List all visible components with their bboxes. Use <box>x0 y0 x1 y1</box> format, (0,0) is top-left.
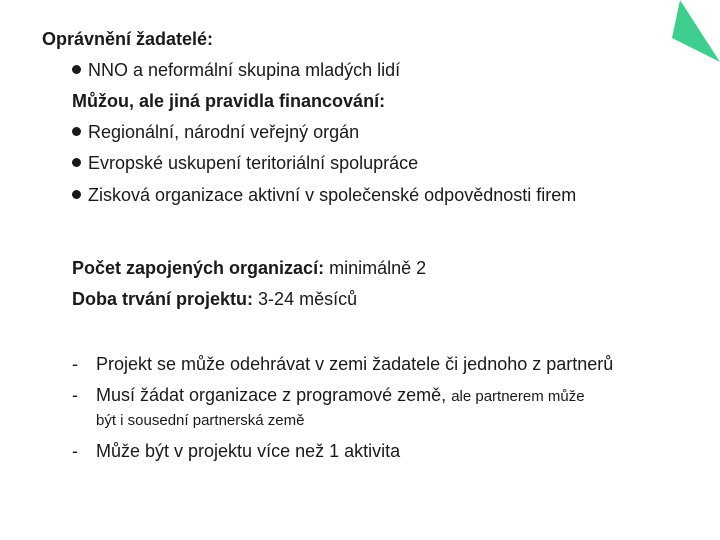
organizations-count-label: Počet zapojených organizací: <box>72 258 325 278</box>
project-duration-label: Doba trvání projektu: <box>72 289 254 309</box>
organizations-count <box>72 257 426 279</box>
note-item: - Může být v projektu více než 1 aktivita <box>72 441 401 461</box>
project-duration-value: 3-24 měsíců <box>258 289 358 309</box>
bullet-icon <box>72 158 81 167</box>
project-duration <box>72 288 357 310</box>
bullet-icon <box>72 65 81 74</box>
list-item: Zisková organizace aktivní v společenské odpovědnosti firem <box>72 184 576 206</box>
bullet-icon <box>72 127 81 136</box>
other-applicants-label: Můžou, ale jiná pravidla financování: <box>72 91 386 111</box>
list-item: NNO a neformální skupina mladých lidí <box>72 59 400 81</box>
list-item: Evropské uskupení teritoriální spolupráce <box>72 152 418 174</box>
eligible-applicants-title: Oprávnění žadatelé: <box>42 29 214 49</box>
note-item: - Musí žádat organizace z programové země, ale partnerem může <box>72 385 585 405</box>
organizations-count-value: minimálně 2 <box>329 258 427 278</box>
list-item: Regionální, národní veřejný orgán <box>72 121 359 143</box>
corner-triangle-decoration <box>672 0 720 66</box>
bullet-icon <box>72 190 81 199</box>
note-item: - Projekt se může odehrávat v zemi žadatele či jednoho z partnerů <box>72 354 614 374</box>
note-continuation: být i sousední partnerská země <box>96 412 305 429</box>
